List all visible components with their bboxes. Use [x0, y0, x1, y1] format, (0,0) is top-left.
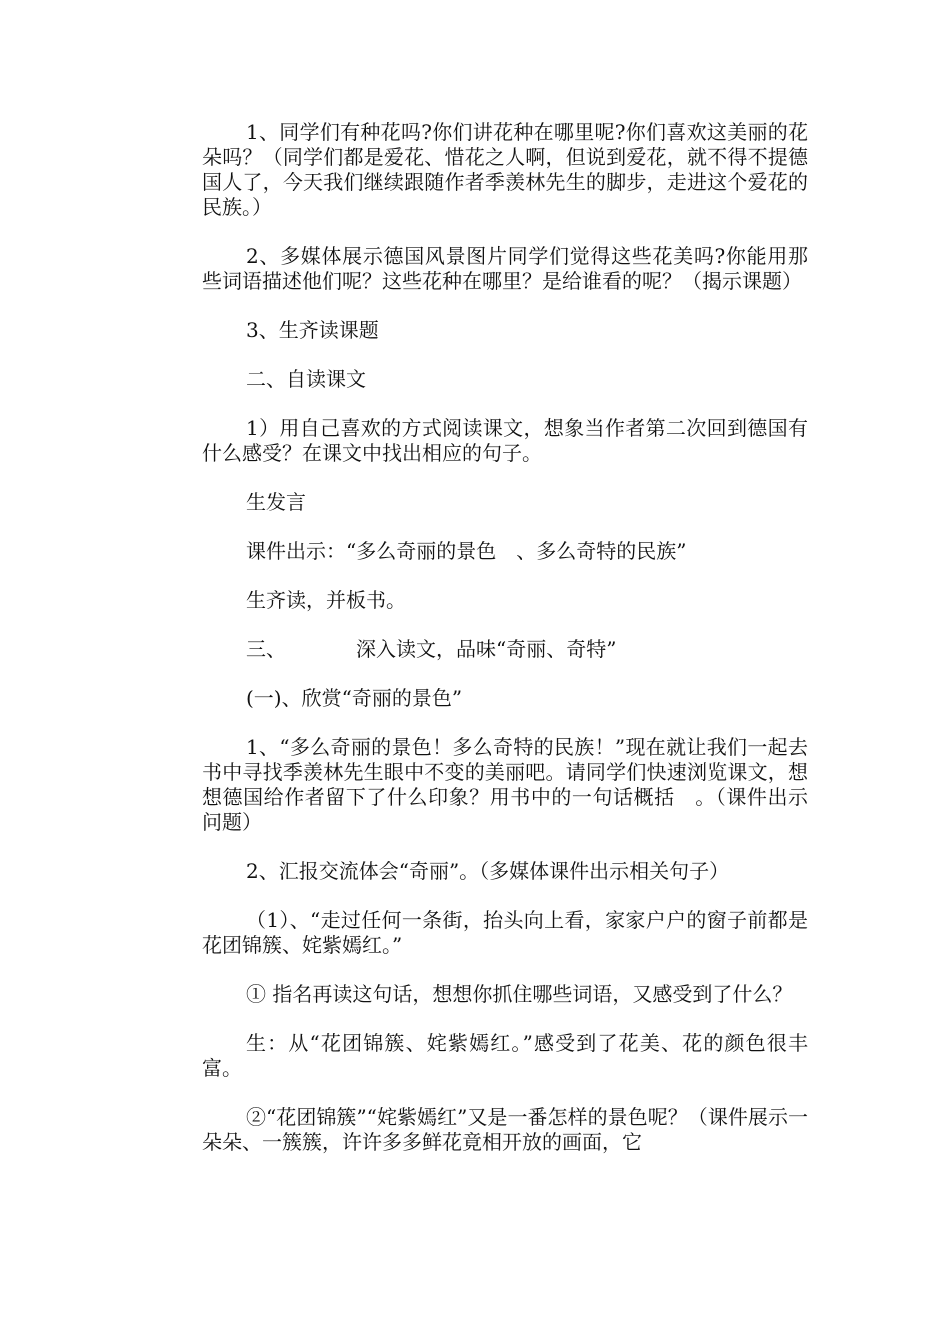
paragraph-16: ②“花团锦簇”“姹紫嫣红”又是一番怎样的景色呢？（课件展示一朵朵、一簇簇，许许多多鲜花竟相开放的画面，它	[202, 1105, 808, 1154]
paragraph-11: 1、“多么奇丽的景色！多么奇特的民族！”现在就让我们一起去书中寻找季羡林先生眼中不变的美丽吧。请同学们快速浏览课文，想想德国给作者留下了什么印象？用书中的一句话概括 。（课件出示问题）	[202, 735, 808, 834]
paragraph-2: 2、多媒体展示德国风景图片同学们觉得这些花美吗?你能用那些词语描述他们呢？这些花种在哪里？是给谁看的呢？（揭示课题）	[202, 244, 808, 293]
paragraph-12: 2、汇报交流体会“奇丽”。（多媒体课件出示相关句子）	[246, 859, 730, 883]
paragraph-8: 生齐读，并板书。	[246, 588, 406, 612]
paragraph-14: ① 指名再读这句话，想想你抓住哪些词语，又感受到了什么？	[246, 982, 793, 1006]
section-heading-2: 二、自读课文	[246, 367, 366, 391]
paragraph-5: 1）用自己喜欢的方式阅读课文，想象当作者第二次回到德国有什么感受？在课文中找出相应的句子。	[202, 416, 808, 465]
paragraph-3: 3、生齐读课题	[246, 318, 379, 342]
subsection-heading-1: (一)、欣赏“奇丽的景色”	[246, 686, 463, 710]
section-heading-3: 三、 深入读文，品味“奇丽、奇特”	[246, 637, 617, 661]
document-body	[202, 120, 808, 1179]
paragraph-15: 生：从“花团锦簇、姹紫嫣红。”感受到了花美、花的颜色很丰富。	[202, 1031, 808, 1080]
paragraph-13: （1）、“走过任何一条街，抬头向上看，家家户户的窗子前都是花团锦簇、姹紫嫣红。”	[202, 908, 808, 957]
paragraph-7: 课件出示：“多么奇丽的景色 、多么奇特的民族”	[246, 539, 687, 563]
paragraph-1: 1、同学们有种花吗?你们讲花种在哪里呢?你们喜欢这美丽的花朵吗？（同学们都是爱花、惜花之人啊，但说到爱花，就不得不提德国人了，今天我们继续跟随作者季羡林先生的脚步，走进这个爱花的民族。）	[202, 120, 808, 219]
paragraph-6: 生发言	[246, 490, 306, 514]
